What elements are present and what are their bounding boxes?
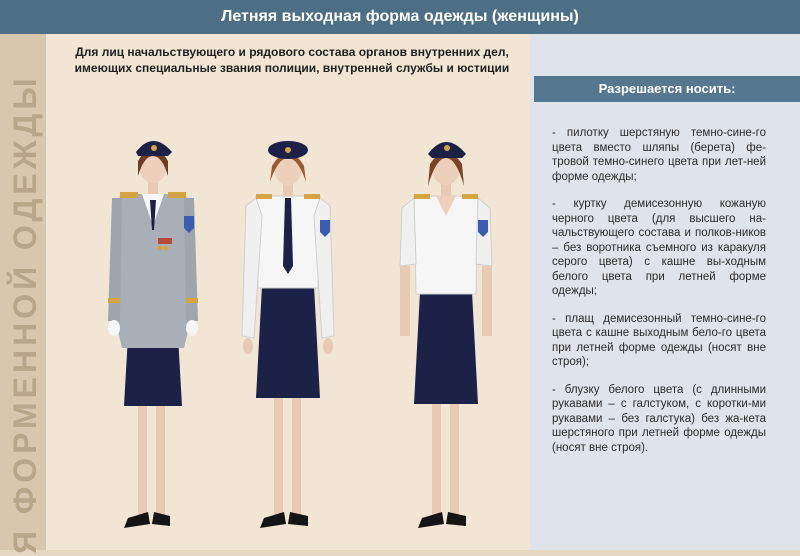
allowed-item-jacket: - куртку демисезонную кожаную черного цвета (для высшего на-чальствующего состава и полков-ников – без воротника съемного из каракуля серого цвета) с кашне вы-ходным белого цвета при летней форме одежды; <box>552 198 766 297</box>
figure-jacket-uniform <box>98 106 208 556</box>
main-panel <box>46 34 530 550</box>
allowed-item-raincoat: - плащ демисезонный темно-сине-го цвета с кашне выходным бело-го цвета при летней форме одежды (носят вне строя); <box>552 312 766 368</box>
allowed-item-blouse: - блузку белого цвета (с длинными рукавами – с галстуком, с коротки-ми рукавами – без галстука) без жа-кета шерстяного при летней форме одежды (носят вне строя). <box>552 383 766 454</box>
right-panel <box>530 34 800 550</box>
subtitle-line-2: имеющих специальные звания полиции, внутренней службы и юстиции <box>74 61 510 75</box>
figure-short-sleeve-blouse <box>392 106 502 556</box>
allowed-list <box>552 126 766 468</box>
page-title: Летняя выходная форма одежды (женщины) <box>0 0 800 34</box>
left-border <box>0 0 46 554</box>
side-label: Я ФОРМЕННОЙ ОДЕЖДЫ <box>7 74 43 554</box>
allowed-heading: Разрешается носить: <box>534 76 800 102</box>
subtitle-line-1: Для лиц начальствующего и рядового состава органов внутренних дел, <box>75 45 509 59</box>
allowed-item-cap: - пилотку шерстяную темно-сине-го цвета вместо шляпы (берета) фе-тровой темно-синего цвета при лет-ней форме одежды; <box>552 127 766 183</box>
figure-long-sleeve-blouse <box>232 106 344 556</box>
subtitle <box>64 44 520 76</box>
